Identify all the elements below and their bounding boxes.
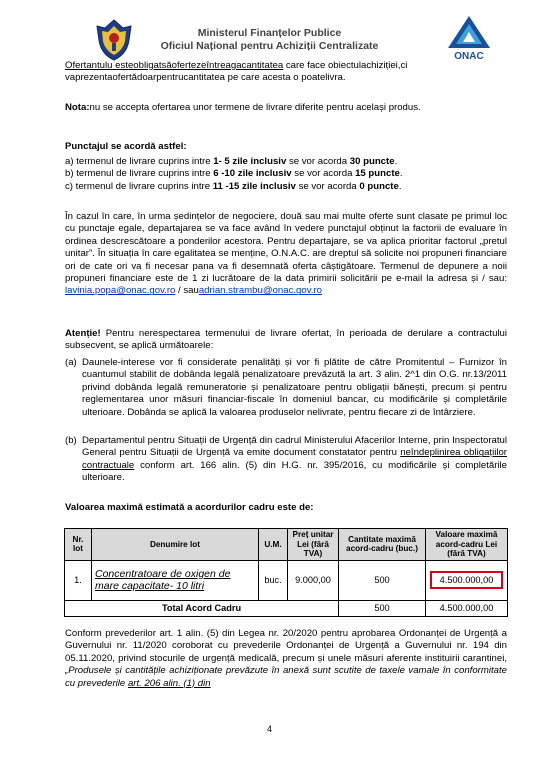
table-header-row: [65, 529, 508, 561]
punctaj-item-points: 15 puncte: [355, 168, 400, 180]
punctaj-item-end: .: [398, 180, 402, 192]
cell-valoare: [426, 560, 508, 600]
cell-denumire: Concentratoare de oxigen de mare capacitate- 10 litri: [92, 560, 259, 600]
atentie-b-text2: conform art. 166 alin. (5) din H.G. nr. 395/2016, cu modificările și completările ulterioare.: [82, 459, 507, 484]
punctaj-list: [65, 156, 507, 193]
email-link-lavinia[interactable]: lavinia.popa@onac.gov.ro: [65, 285, 176, 297]
punctaj-item-end: .: [399, 168, 403, 180]
total-cantitate: 500: [339, 600, 426, 616]
highlighted-value: 4.500.000,00: [430, 571, 504, 589]
atentie-item-a: [65, 357, 507, 419]
cell-pret: 9.000,00: [288, 560, 339, 600]
total-valoare: 4.500.000,00: [426, 600, 508, 616]
punctaj-item-range: 11 -15 zile inclusiv: [212, 180, 296, 192]
atentie-item-b-text: [82, 435, 507, 485]
header-ministry-name: Ministerul Finanțelor Publice: [197, 27, 342, 39]
conform-italic: „Produsele și cantitățile achiziționate prevăzute în anexă sunt scutite de taxele vamale în conformitate cu prevederile: [65, 665, 507, 689]
intro-part2: u esteobligatsăofertezeîntreagacantitatea: [107, 60, 284, 71]
total-label: Total Acord Cadru: [65, 600, 339, 616]
col-header-nr-lot: Nr. lot: [65, 529, 92, 561]
col-header-denumire: Denumire lot: [92, 529, 259, 561]
col-header-cantitate: Cantitate maximă acord-cadru (buc.): [339, 529, 426, 561]
col-header-pret: Preț unitar Lei (fără TVA): [288, 529, 339, 561]
punctaj-heading: Punctajul se acordă astfel:: [65, 141, 187, 152]
intro-part1: Ofertantul: [65, 60, 108, 71]
cell-cantitate: 500: [339, 560, 426, 600]
departajare-paragraph: În cazul în care, în urma ședințelor de negociere, două sau mai multe oferte sunt clasate pe primul loc cu punctaje egale, departajarea se va face având în vedere punctajul obținut la factorii de evaluare în ordinea descrescătoare a ponderilor acestora. Pentru departajare, se va aplica prioritar factorul „pretul unitar”. În situația în care egalitatea se menține, O.N.A.C. are dreptul să solicite noi propuneri financiare ori de cate ori va fi necesar pana va fi desemnată oferta câștigătoare. Termenul de depunere a noii propuneri financiare este de 1 zi lucrătoare de la data primirii solicitării pe e-mail la adresa și / sau: lavinia.popa@onac.gov.ro / sauadrian.strambu@onac.gov.ro: [65, 211, 507, 297]
page-number: 4: [266, 724, 272, 734]
nota-label: Nota:: [65, 102, 90, 113]
table-row: [65, 560, 508, 600]
punctaj-item-mid: se vor acorda: [291, 168, 356, 180]
punctaj-item-range: 6 -10 zile inclusiv: [213, 168, 292, 180]
atentie-item-b-prefix: (b): [65, 435, 77, 446]
nota-text: nu se accepta ofertarea unor termene de livrare diferite pentru același produs.: [89, 102, 421, 113]
intro-part3: care face obiectulachiziției,ci: [285, 60, 408, 71]
atentie-item-b: [65, 435, 507, 485]
table-total-row: [65, 600, 508, 616]
atentie-b-text1: Departamentul pentru Situații de Urgență din cadrul Ministerului Afacerilor Interne, prin Inspectoratul General pentru Situații de Urgență va emite document constatator pentru: [82, 435, 507, 459]
conform-text: Conform prevederilor art. 1 alin. (5) din Legea nr. 20/2020 pentru aprobarea Ordonanței de Urgență a Guvernului nr. 11/2020 coroborat cu prevederile Ordonanței de Urgență a Guvernului nr. 194 din 05.11.2020, privind stocurile de urgență medicală, precum și unele măsuri aferente instituirii carantinei,: [65, 628, 507, 664]
punctaj-item-range: 1- 5 zile inclusiv: [213, 156, 287, 167]
conform-paragraph: [65, 628, 507, 690]
punctaj-item-prefix: c) termenul de livrare cuprins intre: [65, 180, 213, 192]
punctaj-item-c: [65, 181, 507, 193]
departajare-text: În cazul în care, în urma ședințelor de negociere, două sau mai multe oferte sunt clasate pe primul loc cu punctaje egale, departajarea se va face având în vedere punctajul obținut la factorii de evaluare în ordinea descrescătoare a ponderilor acestora. Pentru departajare, se va aplica prioritar factorul „pretul unitar”. În situația în care egalitatea se menține, O.N.A.C. are dreptul să solicite noi propuneri financiare ori de cate ori va fi necesar pana va fi desemnată oferta câștigătoare. Termenul de depunere a noii propuneri financiare este de 1 zi lucrătoare de la data primirii solicitării pe e-mail la adresa și / sau:: [65, 211, 507, 285]
cell-nr: 1.: [65, 560, 92, 600]
email-link-adrian[interactable]: adrian.strambu@onac.gov.ro: [198, 285, 322, 297]
header-office-name: Oficiul Național pentru Achiziții Centralizate: [160, 40, 379, 52]
col-header-um: U.M.: [259, 529, 288, 561]
punctaj-item-a: [65, 156, 507, 168]
punctaj-item-points: 30 puncte: [349, 156, 395, 167]
intro-paragraph: [65, 60, 507, 85]
punctaj-item-end: .: [394, 156, 398, 167]
valoare-heading: Valoarea maximă estimată a acordurilor cadru este de:: [65, 502, 314, 513]
atentie-item-a-text: Daunele-interese vor fi considerate penalități și vor fi plătite de către Promitentul – Furnizor în cuantumul stabilit de dobânda legală penalizatoare prevăzută la art. 3 alin. 2^1 din O.G. nr.13/2011 privind dobânda legală remuneratorie și penalizatoare pentru obligații bănești, precum și pentru reglementarea unor măsuri financiar-fiscale în domeniul bancar, cu modificările și completările ulterioare. Dobânda se aplică la valoarea produselor nelivrate, pentru fiecare zi de întârziere.: [82, 357, 507, 418]
atentie-paragraph: [65, 328, 507, 353]
onac-logo: [440, 14, 498, 60]
intro-line2: vaprezentaofertădoarpentrucantitatea pe care acesta o poatelivra.: [65, 72, 346, 84]
lots-table: [64, 528, 508, 617]
punctaj-item-mid: se vor acorda: [295, 180, 360, 192]
atentie-b-underlined: neîndeplinirea obligațiilor contractuale: [82, 447, 507, 471]
conform-italic-underlined: art. 206 alin. (1) din: [127, 677, 211, 689]
atentie-item-a-prefix: (a): [65, 357, 77, 368]
punctaj-item-points: 0 puncte: [359, 180, 399, 192]
atentie-text: Pentru nerespectarea termenului de livrare ofertat, în perioada de derulare a contractului subsecvent, se aplică următoarele:: [65, 328, 507, 352]
nota-paragraph: [65, 102, 507, 114]
col-header-valoare: Valoare maximă acord-cadru Lei (fără TVA): [426, 529, 508, 561]
punctaj-item-prefix: b) termenul de livrare cuprins intre: [65, 168, 214, 180]
punctaj-item-mid: se vor acorda: [286, 156, 350, 167]
cell-um: buc.: [259, 560, 288, 600]
punctaj-item-prefix: a) termenul de livrare cuprins intre: [65, 156, 214, 167]
atentie-label: Atenție!: [65, 328, 101, 339]
onac-logo-text: ONAC: [454, 51, 484, 62]
punctaj-item-b: [65, 168, 507, 180]
